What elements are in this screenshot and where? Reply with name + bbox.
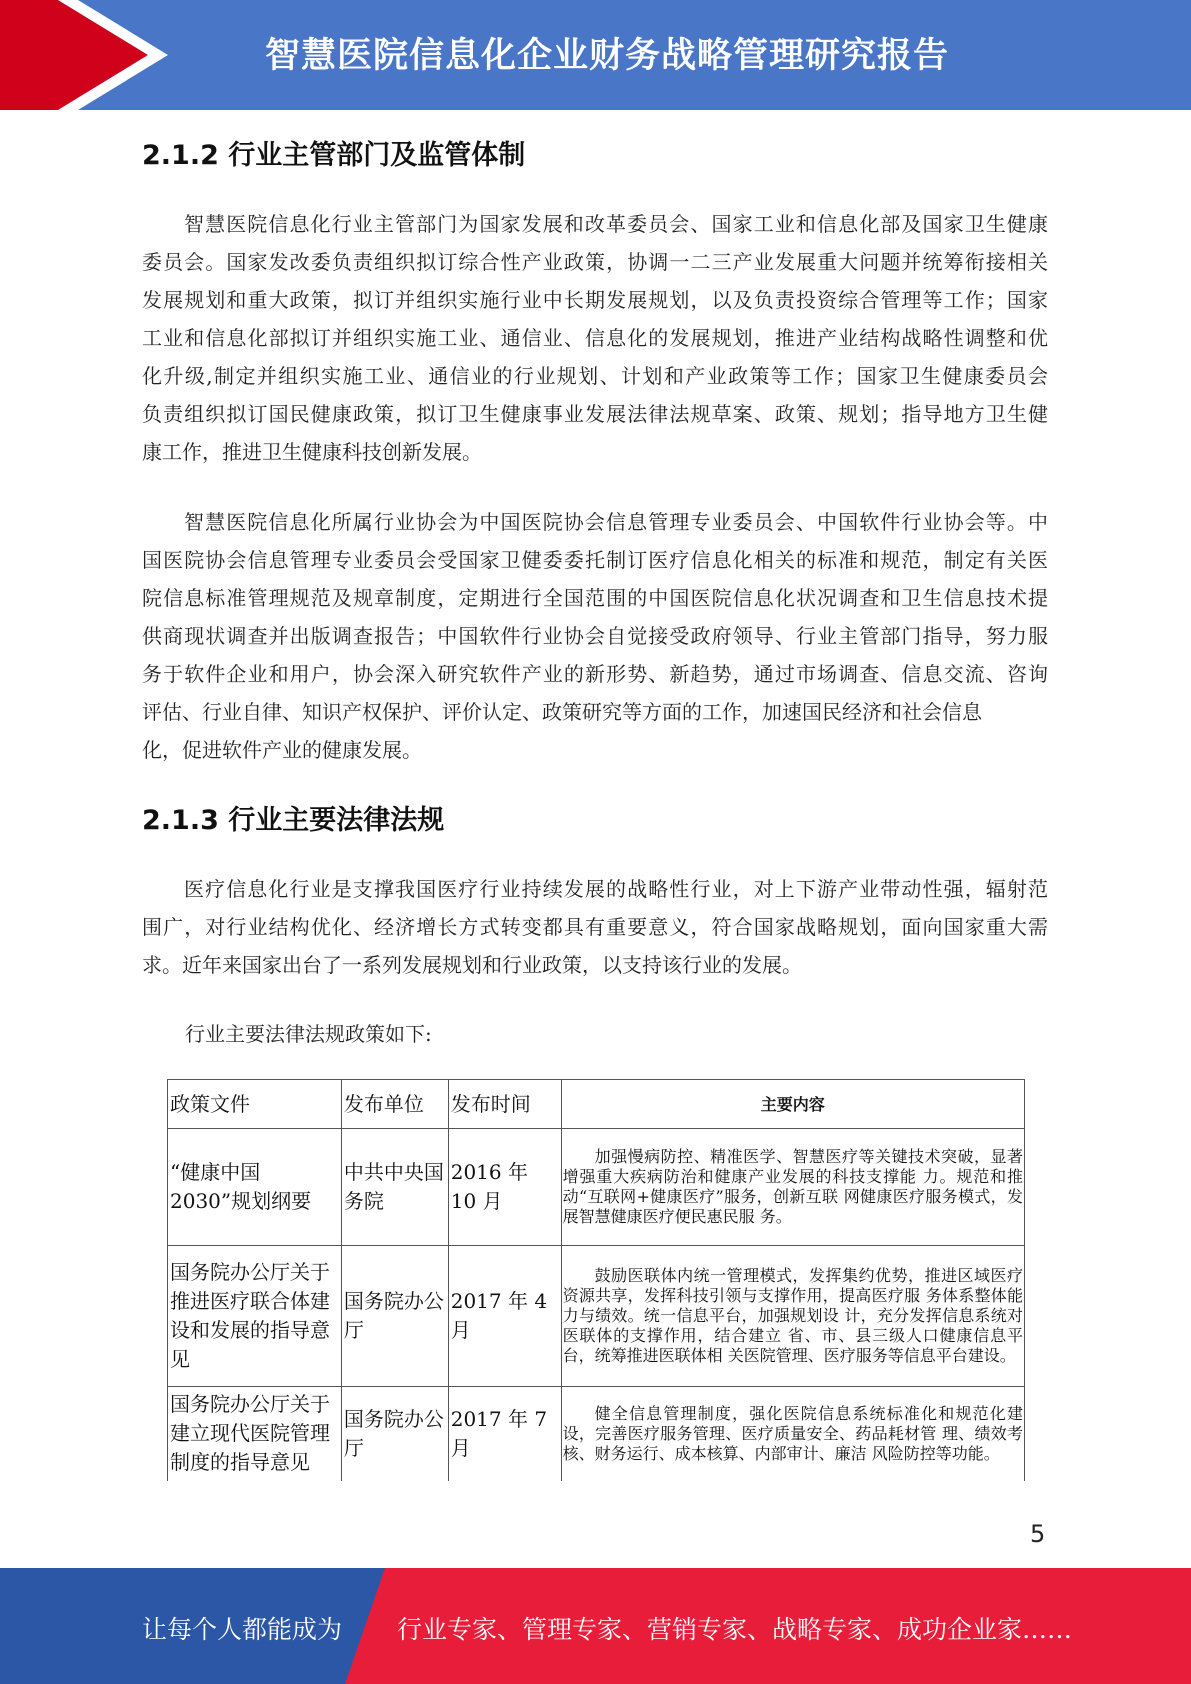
policy-doc-cell: 国务院办公厅关于推进医疗联合体建设和发展的指导意见 <box>168 1246 342 1387</box>
policy-doc-cell: “健康中国 2030”规划纲要 <box>168 1129 342 1246</box>
paragraph-regulators <box>142 205 1048 471</box>
content-cell <box>561 1129 1024 1246</box>
content-text: 健全信息管理制度，强化医院信息系统标准化和规范化建设，完善医疗服务管理、医疗质量安全、药品耗材管 理、绩效考核、财务运行、成本核算、内部审计、廉洁 风险防控等功能。 <box>562 1403 1023 1463</box>
text-line: 委员会。国家发改委负责组织拟订综合性产业政策，协调一二三产业发展重大问题并统筹衔接相关 <box>142 250 1048 274</box>
date-cell: 2017 年 4 月 <box>448 1246 561 1387</box>
text-line: 工业和信息化部拟订并组织实施工业、通信业、信息化的发展规划，推进产业结构战略性调整和优 <box>142 326 1048 350</box>
paragraph-industry-intro <box>142 870 1048 984</box>
text-line: 求。近年来国家出台了一系列发展规划和行业政策，以支持该行业的发展。 <box>142 953 802 977</box>
policy-table <box>167 1079 1025 1481</box>
section-heading-2-1-3: 2.1.3 行业主要法律法规 <box>142 805 445 836</box>
column-header: 主要内容 <box>561 1080 1024 1129</box>
date-cell: 2016 年 10 月 <box>448 1129 561 1246</box>
table-intro: 行业主要法律法规政策如下: <box>185 1022 432 1046</box>
column-header: 发布单位 <box>341 1080 448 1129</box>
policy-doc-cell: 国务院办公厅关于建立现代医院管理制度的指导意见 <box>168 1387 342 1481</box>
content-text: 加强慢病防控、精准医学、智慧医疗等关键技术突破，显著增强重大疾病防治和健康产业发展的科技支撑能 力。规范和推动“互联网+健康医疗”服务，创新互联 网健康医疗服务模式，发展智慧健康医疗便民惠民服 务。 <box>562 1147 1023 1226</box>
column-header: 政策文件 <box>168 1080 342 1129</box>
text-line: 智慧医院信息化所属行业协会为中国医院协会信息管理专业委员会、中国软件行业协会等。中 <box>184 510 1048 534</box>
text-line: 负责组织拟订国民健康政策，拟订卫生健康事业发展法律法规草案、政策、规划；指导地方卫生健 <box>142 402 1048 426</box>
issuer-cell: 中共中央国务院 <box>341 1129 448 1246</box>
column-header: 发布时间 <box>448 1080 561 1129</box>
table-row <box>168 1129 1025 1246</box>
text-line: 国医院协会信息管理专业委员会受国家卫健委委托制订医疗信息化相关的标准和规范，制定有关医 <box>142 548 1048 572</box>
content-cell <box>561 1387 1024 1481</box>
text-line: 医疗信息化行业是支撑我国医疗行业持续发展的战略性行业，对上下游产业带动性强，辐射范 <box>184 877 1048 901</box>
footer-slogan-right: 行业专家、管理专家、营销专家、战略专家、成功企业家…… <box>397 1615 1073 1644</box>
content-text: 鼓励医联体内统一管理模式，发挥集约优势，推进区域医疗资源共享，发挥科技引领与支撑作用，提高医疗服 务体系整体能力与绩效。统一信息平台，加强规划设 计，充分发挥信息系统对医联体的支撑作用，结合建立 省、市、县三级人口健康信息平台，统筹推进医联体相 关医院管理、医疗服务等信息平台建设。 <box>562 1266 1023 1365</box>
text-line: 化升级,制定并组织实施工业、通信业的行业规划、计划和产业政策等工作；国家卫生健康委员会 <box>142 364 1048 388</box>
table-header-row <box>168 1080 1025 1129</box>
text-line: 务于软件企业和用户，协会深入研究软件产业的新形势、新趋势，通过市场调查、信息交流、咨询 <box>142 662 1048 686</box>
text-line: 化，促进软件产业的健康发展。 <box>142 738 422 762</box>
table-row <box>168 1387 1025 1481</box>
issuer-cell: 国务院办公厅 <box>341 1246 448 1387</box>
paragraph-associations <box>142 503 1048 769</box>
text-line: 发展规划和重大政策，拟订并组织实施行业中长期发展规划，以及负责投资综合管理等工作；国家 <box>142 288 1048 312</box>
page-footer <box>0 1568 1191 1684</box>
text-line: 康工作，推进卫生健康科技创新发展。 <box>142 440 482 464</box>
text-line: 供商现状调查并出版调查报告；中国软件行业协会自觉接受政府领导、行业主管部门指导，努力服 <box>142 624 1048 648</box>
text-line: 评估、行业自律、知识产权保护、评价认定、政策研究等方面的工作，加速国民经济和社会信息 <box>142 700 982 724</box>
issuer-cell: 国务院办公厅 <box>341 1387 448 1481</box>
content-cell <box>561 1246 1024 1387</box>
report-title: 智慧医院信息化企业财务战略管理研究报告 <box>265 36 950 76</box>
text-line: 院信息标准管理规范及规章制度，定期进行全国范围的中国医院信息化状况调查和卫生信息技术提 <box>142 586 1048 610</box>
text-line: 围广，对行业结构优化、经济增长方式转变都具有重要意义，符合国家战略规划，面向国家重大需 <box>142 915 1048 939</box>
text-line: 智慧医院信息化行业主管部门为国家发展和改革委员会、国家工业和信息化部及国家卫生健康 <box>184 212 1048 236</box>
table-row <box>168 1246 1025 1387</box>
page-header <box>0 0 1191 110</box>
date-cell: 2017 年 7 月 <box>448 1387 561 1481</box>
footer-slogan-left: 让每个人都能成为 <box>142 1615 343 1644</box>
section-heading-2-1-2: 2.1.2 行业主管部门及监管体制 <box>142 140 526 171</box>
page-number: 5 <box>1030 1520 1046 1548</box>
